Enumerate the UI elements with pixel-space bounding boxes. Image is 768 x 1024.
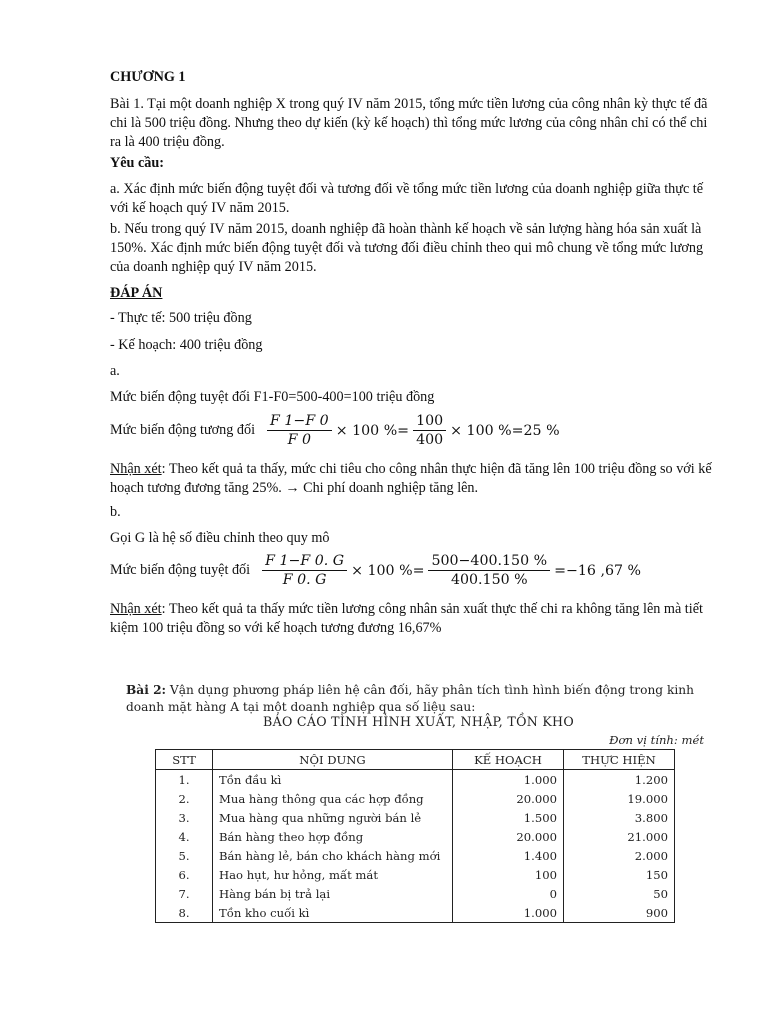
fraction-a1 (267, 413, 332, 448)
table-row (156, 789, 675, 808)
remark-b-text: : Theo kết quả ta thấy mức tiền lương công nhân sản xuất thực thế chi ra không tăng lên mà tiết kiệm 100 triệu đồng so với kế hoạch tương đương 16,67% (110, 601, 703, 636)
chapter-heading: CHƯƠNG 1 (110, 69, 186, 85)
row-content: Tồn kho cuối kì (213, 903, 453, 923)
table-row (156, 770, 675, 790)
table-row (156, 903, 675, 923)
bai2-label: Bài 2: (126, 683, 167, 697)
table-row (156, 827, 675, 846)
inventory-table (155, 749, 675, 923)
absolute-change-line: Mức biến động tuyệt đối F1-F0=500-400=100 triệu đồng (110, 389, 435, 405)
table-header-row (156, 750, 675, 770)
fraction-b1-numerator: F 1−F 0. G (262, 553, 347, 571)
row-plan: 20.000 (453, 789, 564, 808)
row-plan: 20.000 (453, 827, 564, 846)
row-plan: 0 (453, 884, 564, 903)
fraction-b1-denominator: F 0. G (282, 572, 327, 588)
fraction-a2 (413, 413, 446, 448)
bai2-intro-text: Vận dụng phương pháp liên hệ cân đối, hãy phân tích tình hình biến động trong kinh doanh mặt hàng A tại một doanh nghiệp qua số liệu sau: (126, 683, 694, 714)
formula-a-operator-1: × 100 %= (335, 422, 410, 439)
row-content: Bán hàng lẻ, bán cho khách hàng mới (213, 846, 453, 865)
formula-a-row (110, 413, 562, 448)
relative-change-label: Mức biến động tương đối (110, 422, 256, 438)
formula-b-operator-1: × 100 %= (351, 562, 425, 579)
fraction-b2-denominator: 400.150 % (450, 572, 528, 588)
row-stt: 2. (156, 789, 213, 808)
row-actual: 3.800 (564, 808, 675, 827)
fraction-a1-denominator: F 0 (287, 432, 312, 448)
bai2-intro (126, 682, 711, 716)
row-actual: 900 (564, 903, 675, 923)
row-plan: 1.400 (453, 846, 564, 865)
remark-b-label: Nhận xét (110, 601, 162, 617)
row-stt: 1. (156, 770, 213, 790)
row-plan: 1.000 (453, 903, 564, 923)
row-actual: 19.000 (564, 789, 675, 808)
row-actual: 1.200 (564, 770, 675, 790)
answer-actual: - Thực tế: 500 triệu đồng (110, 310, 252, 326)
header-stt: STT (156, 750, 213, 770)
fraction-b1 (262, 553, 347, 588)
bai1-problem: Bài 1. Tại một doanh nghiệp X trong quý IV năm 2015, tổng mức tiền lương của công nhân kỳ thực tế đã chi là 500 triệu đồng. Nhưng theo dự kiến (kỳ kế hoạch) thì tổng mức lương của công nhân chỉ có thể chi ra là 400 triệu đồng. (110, 96, 708, 150)
absolute-change-label-b: Mức biến động tuyệt đối (110, 562, 251, 578)
table-row (156, 808, 675, 827)
requirement-heading: Yêu cầu: (110, 155, 164, 171)
row-stt: 8. (156, 903, 213, 923)
remark-a-label: Nhận xét (110, 461, 162, 477)
requirement-a: a. Xác định mức biến động tuyệt đối và tương đối về tổng mức tiền lương của doanh nghiệp giữa thực tế với kế hoạch quý IV năm 2015. (110, 181, 704, 216)
answer-plan: - Kế hoạch: 400 triệu đồng (110, 337, 263, 353)
row-stt: 4. (156, 827, 213, 846)
row-content: Hàng bán bị trả lại (213, 884, 453, 903)
g-definition: Gọi G là hệ số điều chỉnh theo quy mô (110, 530, 330, 546)
formula-a-result: × 100 %=25 % (450, 422, 560, 439)
row-content: Mua hàng thông qua các hợp đồng (213, 789, 453, 808)
fraction-b2-numerator: 500−400.150 % (428, 553, 550, 571)
row-stt: 6. (156, 865, 213, 884)
table-row (156, 865, 675, 884)
unit-label: Đơn vị tính: mét (609, 733, 704, 747)
row-actual: 21.000 (564, 827, 675, 846)
row-content: Tồn đầu kì (213, 770, 453, 790)
table-row (156, 884, 675, 903)
table-row (156, 846, 675, 865)
row-content: Mua hàng qua những người bán lẻ (213, 808, 453, 827)
part-b-label: b. (110, 504, 121, 520)
fraction-a2-denominator: 400 (416, 432, 444, 448)
row-content: Hao hụt, hư hỏng, mất mát (213, 865, 453, 884)
row-stt: 3. (156, 808, 213, 827)
formula-b-row (110, 553, 643, 588)
part-a-label: a. (110, 363, 120, 379)
row-stt: 5. (156, 846, 213, 865)
row-stt: 7. (156, 884, 213, 903)
row-plan: 1.000 (453, 770, 564, 790)
header-actual: THỰC HIỆN (564, 750, 675, 770)
row-actual: 2.000 (564, 846, 675, 865)
row-actual: 50 (564, 884, 675, 903)
formula-a (265, 413, 562, 448)
remark-a-text: : Theo kết quả ta thấy, mức chi tiêu cho công nhân thực hiện đã tăng lên 100 triệu đồng so với kế hoạch tương đương tăng 25%. → Chi phí doanh nghiệp tăng lên. (110, 461, 712, 496)
fraction-a2-numerator: 100 (413, 413, 446, 431)
row-content: Bán hàng theo hợp đồng (213, 827, 453, 846)
header-plan: KẾ HOẠCH (453, 750, 564, 770)
row-plan: 1.500 (453, 808, 564, 827)
report-title: BÁO CÁO TÌNH HÌNH XUẤT, NHẬP, TỒN KHO (263, 714, 574, 729)
fraction-a1-numerator: F 1−F 0 (267, 413, 332, 431)
answer-heading: ĐÁP ÁN (110, 285, 163, 301)
fraction-b2 (428, 553, 550, 588)
requirement-b: b. Nếu trong quý IV năm 2015, doanh nghiệp đã hoàn thành kế hoạch về sản lượng hàng hóa sản xuất là 150%. Xác định mức biến động tuyệt đối và tương đối điều chỉnh theo qui mô chung về tổng mức lương của doanh nghiệp quý IV năm 2015. (110, 221, 704, 275)
row-actual: 150 (564, 865, 675, 884)
remark-b (110, 600, 712, 638)
formula-b (260, 553, 643, 588)
row-plan: 100 (453, 865, 564, 884)
remark-a (110, 460, 712, 498)
header-content: NỘI DUNG (213, 750, 453, 770)
formula-b-result: =−16 ,67 % (554, 562, 642, 579)
